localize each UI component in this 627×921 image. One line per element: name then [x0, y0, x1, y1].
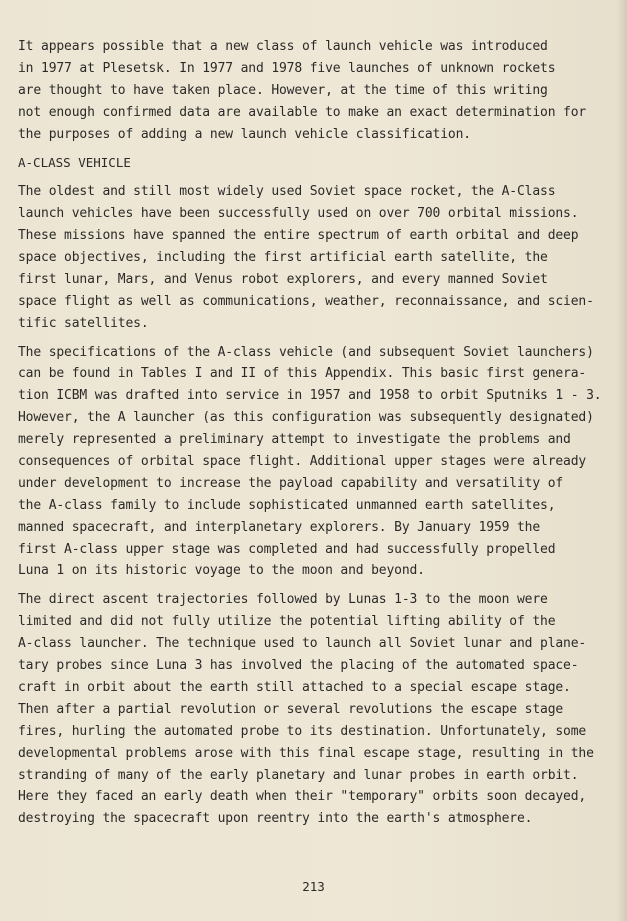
- text-line: The oldest and still most widely used Soviet space rocket, the A-Class: [18, 184, 556, 200]
- text-line: manned spacecraft, and interplanetary explorers. By January 1959 the: [18, 519, 541, 535]
- text-line: The specifications of the A-class vehicle (and subsequent Soviet launchers): [18, 344, 594, 360]
- text-line: under development to increase the payload capability and versatility of: [18, 475, 564, 491]
- text-line: fires, hurling the automated probe to its destination. Unfortunately, some: [18, 723, 587, 739]
- paragraph-overview: [18, 181, 614, 334]
- text-line: space objectives, including the first artificial earth satellite, the: [18, 250, 548, 266]
- text-line: A-class launcher. The technique used to launch all Soviet lunar and plane-: [18, 636, 587, 652]
- text-line: first lunar, Mars, and Venus robot explorers, and every manned Soviet: [18, 271, 548, 287]
- paragraph-gap: [18, 174, 614, 181]
- text-line: tion ICBM was drafted into service in 1957 and 1958 to orbit Sputniks 1 - 3.: [18, 388, 602, 404]
- text-line: Here they faced an early death when their "temporary" orbits soon decayed,: [18, 789, 587, 805]
- text-line: stranding of many of the early planetary and lunar probes in earth orbit.: [18, 767, 579, 783]
- page-edge-shadow: [617, 0, 627, 921]
- paragraph-gap: [18, 145, 614, 152]
- text-line: launch vehicles have been successfully used on over 700 orbital missions.: [18, 206, 579, 222]
- text-line: limited and did not fully utilize the potential lifting ability of the: [18, 614, 556, 630]
- text-line: merely represented a preliminary attempt to investigate the problems and: [18, 432, 571, 448]
- text-line: destroying the spacecraft upon reentry into the earth's atmosphere.: [18, 811, 533, 827]
- text-line: the A-class family to include sophisticated unmanned earth satellites,: [18, 497, 556, 513]
- text-line: developmental problems arose with this final escape stage, resulting in the: [18, 745, 594, 761]
- text-line: the purposes of adding a new launch vehicle classification.: [18, 126, 471, 142]
- text-line: can be found in Tables I and II of this Appendix. This basic first genera-: [18, 366, 587, 382]
- text-line: Then after a partial revolution or several revolutions the escape stage: [18, 701, 564, 717]
- text-line: However, the A launcher (as this configuration was subsequently designated): [18, 410, 594, 426]
- text-line: consequences of orbital space flight. Additional upper stages were already: [18, 454, 587, 470]
- text-line: tary probes since Luna 3 has involved the placing of the automated space-: [18, 658, 579, 674]
- text-line: Luna 1 on its historic voyage to the moon and beyond.: [18, 563, 425, 579]
- section-heading: A-CLASS VEHICLE: [18, 155, 131, 171]
- text-line: It appears possible that a new class of launch vehicle was introduced: [18, 39, 548, 54]
- body-text: [18, 36, 614, 830]
- text-line: space flight as well as communications, weather, reconnaissance, and scien-: [18, 293, 594, 309]
- paragraph-gap: [18, 582, 614, 589]
- text-line: first A-class upper stage was completed and had successfully propelled: [18, 541, 556, 557]
- paragraph-specifications: [18, 342, 614, 583]
- text-line: The direct ascent trajectories followed by Lunas 1-3 to the moon were: [18, 592, 548, 608]
- page-number: 213: [302, 879, 325, 894]
- text-line: not enough confirmed data are available to make an exact determination for: [18, 104, 587, 120]
- text-line: in 1977 at Plesetsk. In 1977 and 1978 five launches of unknown rockets: [18, 60, 556, 76]
- paragraph-intro: [18, 36, 614, 145]
- paragraph-trajectories: [18, 589, 614, 830]
- text-line: These missions have spanned the entire spectrum of earth orbital and deep: [18, 228, 579, 244]
- text-line: are thought to have taken place. However, at the time of this writing: [18, 82, 548, 98]
- paragraph-gap: [18, 335, 614, 342]
- text-line: craft in orbit about the earth still attached to a special escape stage.: [18, 679, 571, 695]
- text-line: tific satellites.: [18, 315, 149, 331]
